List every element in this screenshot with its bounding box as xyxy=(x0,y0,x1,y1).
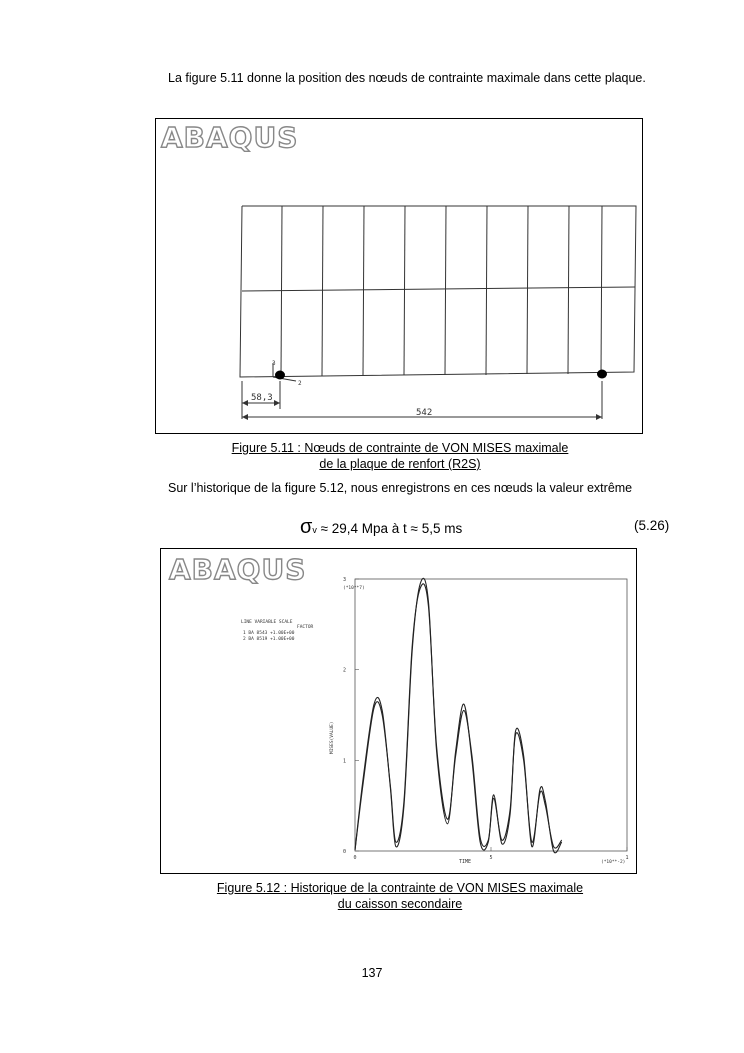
y-tick-label: 1 xyxy=(343,758,347,765)
mesh-vline xyxy=(322,206,323,376)
equation-subscript: v xyxy=(312,525,317,535)
axis-label-3: 3 xyxy=(272,360,276,367)
equation-number: (5.26) xyxy=(634,518,670,533)
legend-factor: FACTOR xyxy=(297,625,314,630)
series-line-1 xyxy=(355,578,562,853)
mesh-vline xyxy=(601,206,602,373)
mesh-drawing xyxy=(156,119,642,433)
history-chart xyxy=(161,549,636,873)
equation-body: ≈ 29,4 Mpa à t ≈ 5,5 ms xyxy=(316,521,463,536)
max-stress-node-1 xyxy=(275,371,285,380)
figure-5-12 xyxy=(160,548,637,874)
series-line-2 xyxy=(355,584,562,850)
dimension-label-small: 58,3 xyxy=(251,393,273,403)
page-number: 137 xyxy=(361,966,383,980)
x-axis-label: TIME xyxy=(459,859,472,865)
abaqus-logo-2: ABAQUS xyxy=(169,553,307,586)
equation xyxy=(300,516,462,539)
dimension-label-large: 542 xyxy=(416,408,433,418)
legend-row-1: 1 BA 8543 +1.00E+00 xyxy=(243,631,295,636)
equation-sigma: σ xyxy=(300,516,313,538)
x-tick-label: 0 xyxy=(353,855,357,861)
legend-row-2: 2 BA 8519 +1.00E+00 xyxy=(243,637,295,642)
max-stress-node-2 xyxy=(597,370,607,379)
mesh-vline xyxy=(363,206,364,376)
mesh-vline xyxy=(281,206,282,376)
mesh-mid-line xyxy=(242,287,635,291)
axis-label-2: 2 xyxy=(298,380,302,387)
x-tick-label: 5 xyxy=(489,855,493,861)
x-tick-label: 1 xyxy=(625,855,629,861)
x-multiplier: (*10**-2) xyxy=(601,860,626,865)
figure-5-12-caption: Figure 5.12 : Historique de la contrainte de VON MISES maximale du caisson secondaire xyxy=(216,881,584,911)
mesh-vline xyxy=(486,206,487,375)
figure-5-11 xyxy=(155,118,643,434)
legend-header: LINE VARIABLE SCALE xyxy=(241,620,293,625)
mesh-vline xyxy=(404,206,405,375)
mesh-vline xyxy=(527,206,528,374)
y-axis-label: MISES(VALUE) xyxy=(330,721,335,754)
abaqus-logo: ABAQUS xyxy=(161,121,299,154)
paragraph-2: Sur l’historique de la figure 5.12, nous enregistrons en ces nœuds la valeur extrême xyxy=(168,481,633,495)
mesh-vline xyxy=(445,206,446,375)
y-tick-label: 3 xyxy=(343,577,347,583)
mesh-outline xyxy=(240,206,636,377)
y-multiplier: (*10**7) xyxy=(343,586,365,591)
intro-paragraph: La figure 5.11 donne la position des nœuds de contrainte maximale dans cette plaque. xyxy=(168,71,646,85)
y-tick-label: 2 xyxy=(343,667,347,674)
mesh-vline xyxy=(568,206,569,374)
y-tick-label: 0 xyxy=(343,849,347,855)
figure-5-11-caption: Figure 5.11 : Nœuds de contrainte de VON MISES maximale de la plaque de renfort (R2S) xyxy=(231,441,569,471)
